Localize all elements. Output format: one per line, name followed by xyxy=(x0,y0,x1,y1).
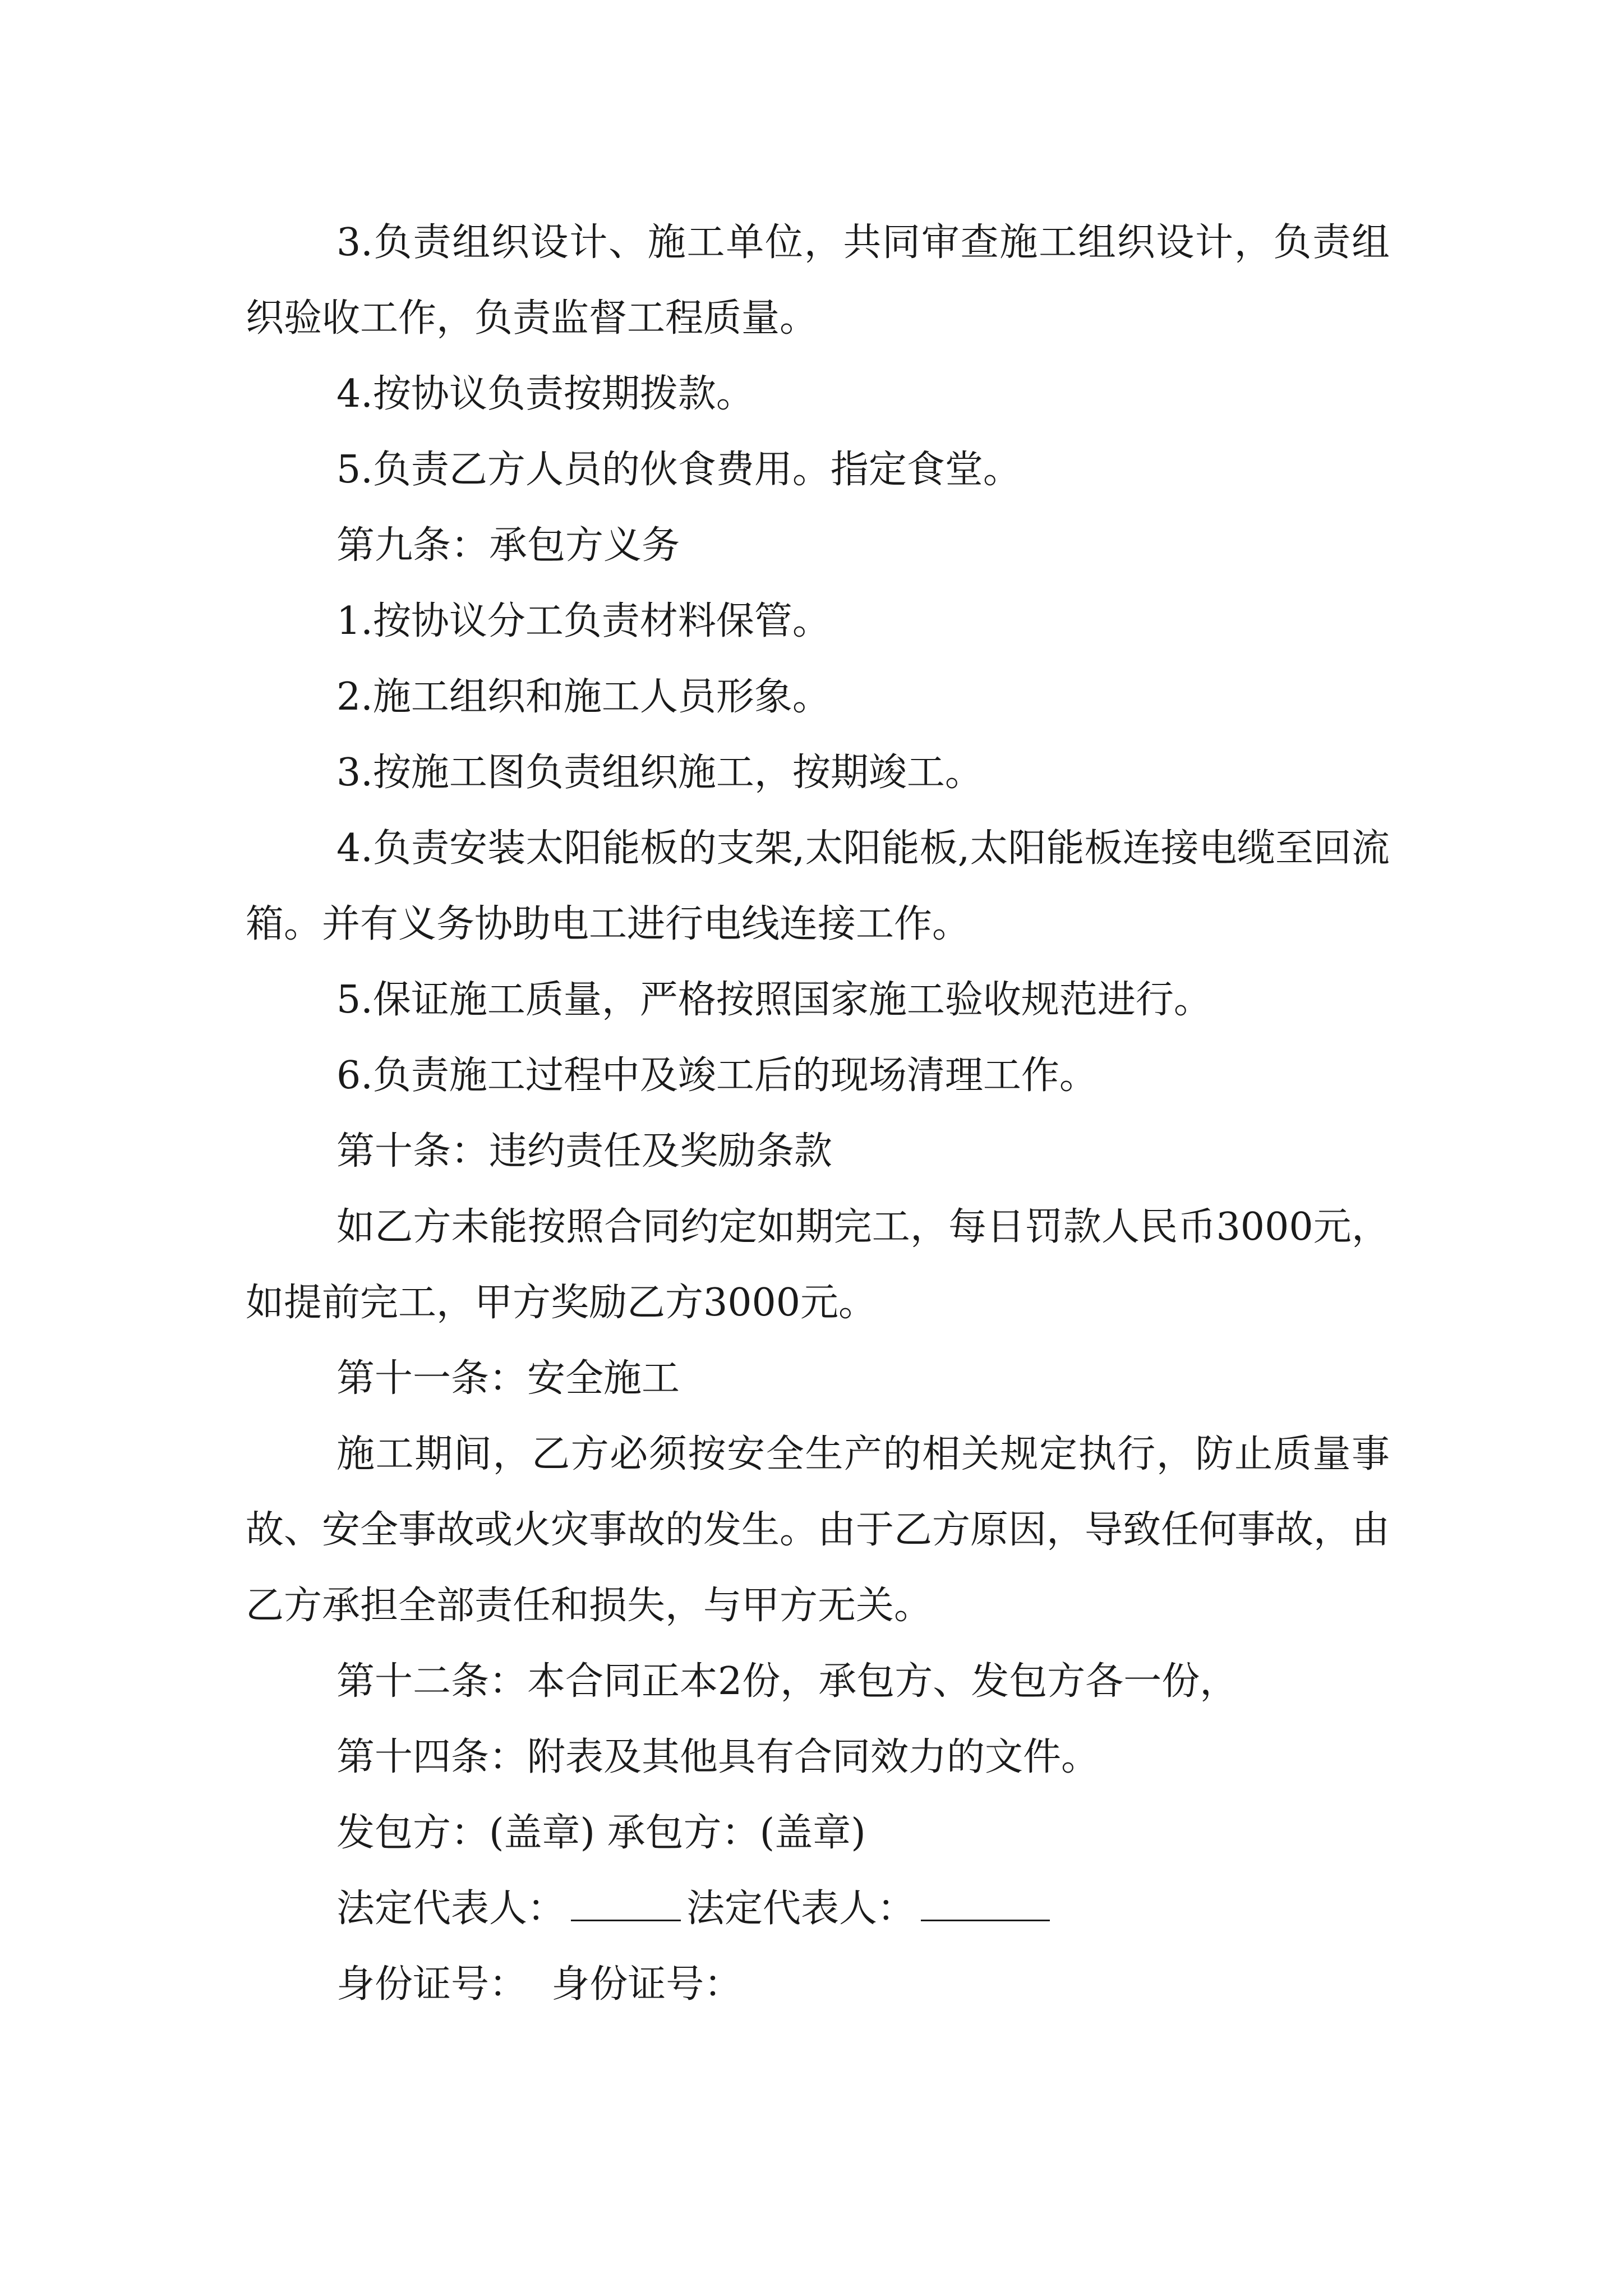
document-body xyxy=(246,205,1390,2022)
legal-representative-blank-contractor xyxy=(921,1915,1050,1921)
paragraph: 5.负责乙方人员的伙食费用。指定食堂。 xyxy=(336,448,1021,492)
signature-parties-line: 发包方：(盖章) 承包方：(盖章) xyxy=(336,1811,866,1855)
paragraph: 5.保证施工质量，严格按照国家施工验收规范进行。 xyxy=(336,978,1212,1022)
paragraph: 施工期间，乙方必须按安全生产的相关规定执行，防止质量事故、安全事故或火灾事故的发生。由于乙方原因，导致任何事故，由乙方承担全部责任和损失，与甲方无关。 xyxy=(246,1432,1390,1628)
section-heading: 第九条：承包方义务 xyxy=(336,523,680,568)
id-number-label-contractor: 身份证号： xyxy=(551,1962,743,2007)
paragraph: 4.负责安装太阳能板的支架,太阳能板,太阳能板连接电缆至回流箱。并有义务协助电工进行电线连接工作。 xyxy=(246,826,1390,946)
paragraph: 4.按协议负责按期拨款。 xyxy=(336,372,754,416)
section-heading: 第十条：违约责任及奖励条款 xyxy=(336,1129,833,1174)
legal-representative-label-client: 法定代表人： xyxy=(336,1887,566,1931)
paragraph: 1.按协议分工负责材料保管。 xyxy=(336,599,831,643)
paragraph: 第十二条：本合同正本2份，承包方、发包方各一份， xyxy=(336,1659,1238,1704)
section-heading: 第十一条：安全施工 xyxy=(336,1356,680,1401)
legal-representative-blank-client xyxy=(571,1915,681,1921)
paragraph: 第十四条：附表及其他具有合同效力的文件。 xyxy=(336,1735,1100,1779)
paragraph: 2.施工组织和施工人员形象。 xyxy=(336,675,831,719)
paragraph: 6.负责施工过程中及竣工后的现场清理工作。 xyxy=(336,1053,1098,1098)
legal-representative-line xyxy=(246,1871,1390,1947)
id-number-line xyxy=(246,1947,1390,2022)
legal-representative-label-contractor: 法定代表人： xyxy=(686,1887,916,1931)
paragraph: 3.负责组织设计、施工单位，共同审查施工组织设计，负责组织验收工作，负责监督工程质量。 xyxy=(246,220,1390,341)
id-number-label-client: 身份证号： xyxy=(336,1962,528,2007)
paragraph: 3.按施工图负责组织施工，按期竣工。 xyxy=(336,751,983,795)
paragraph: 如乙方未能按照合同约定如期完工，每日罚款人民币3000元，如提前完工，甲方奖励乙方3000元。 xyxy=(246,1205,1390,1325)
